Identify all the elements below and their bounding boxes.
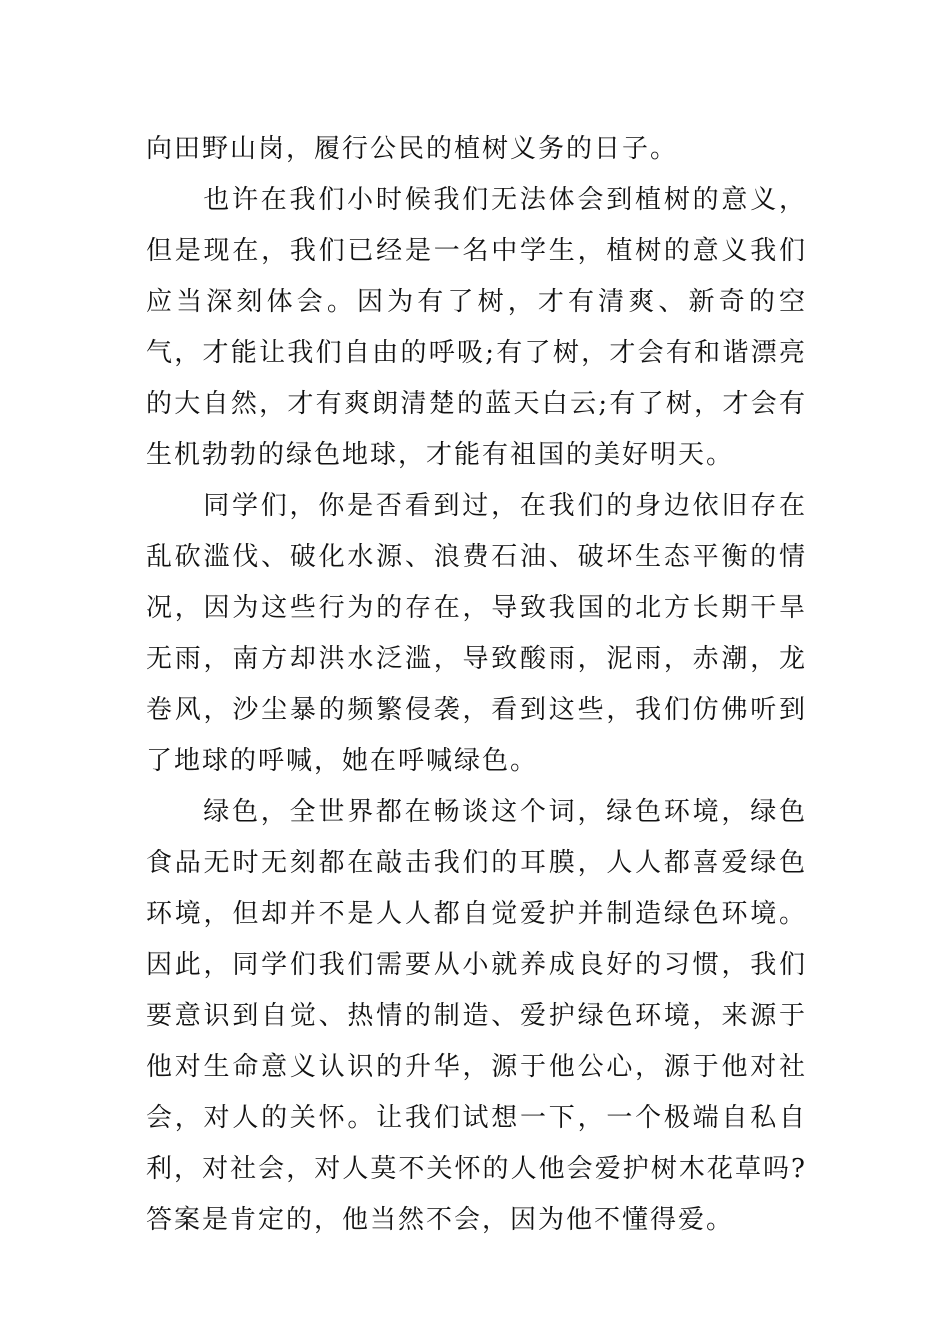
paragraph-green-environment: 绿色，全世界都在畅谈这个词，绿色环境，绿色食品无时无刻都在敲击我们的耳膜，人人都喜爱绿色环境，但却并不是人人都自觉爱护并制造绿色环境。因此，同学们我们需要从小就养成良好的习惯，我们要意识到自觉、热情的制造、爱护绿色环境，来源于他对生命意义认识的升华，源于他公心，源于他对社会，对人的关怀。让我们试想一下，一个极端自私自利，对社会，对人莫不关怀的人他会爱护树木花草吗?答案是肯定的，他当然不会，因为他不懂得爱。 bbox=[146, 797, 807, 1235]
paragraph-environmental-damage: 同学们，你是否看到过，在我们的身边依旧存在乱砍滥伐、破化水源、浪费石油、破坏生态平衡的情况，因为这些行为的存在，导致我国的北方长期干旱无雨，南方却洪水泛滥，导致酸雨，泥雨，赤潮，龙卷风，沙尘暴的频繁侵袭，看到这些，我们仿佛听到了地球的呼喊，她在呼喊绿色。 bbox=[146, 491, 807, 776]
paragraph-continuation: 向田野山岗，履行公民的植树义务的日子。 bbox=[146, 134, 679, 164]
paragraph-meaning-of-trees: 也许在我们小时候我们无法体会到植树的意义，但是现在，我们已经是一名中学生，植树的意义我们应当深刻体会。因为有了树，才有清爽、新奇的空气，才能让我们自由的呼吸;有了树，才会有和谐漂亮的大自然，才有爽朗清楚的蓝天白云;有了树，才会有生机勃勃的绿色地球，才能有祖国的美好明天。 bbox=[146, 185, 807, 470]
